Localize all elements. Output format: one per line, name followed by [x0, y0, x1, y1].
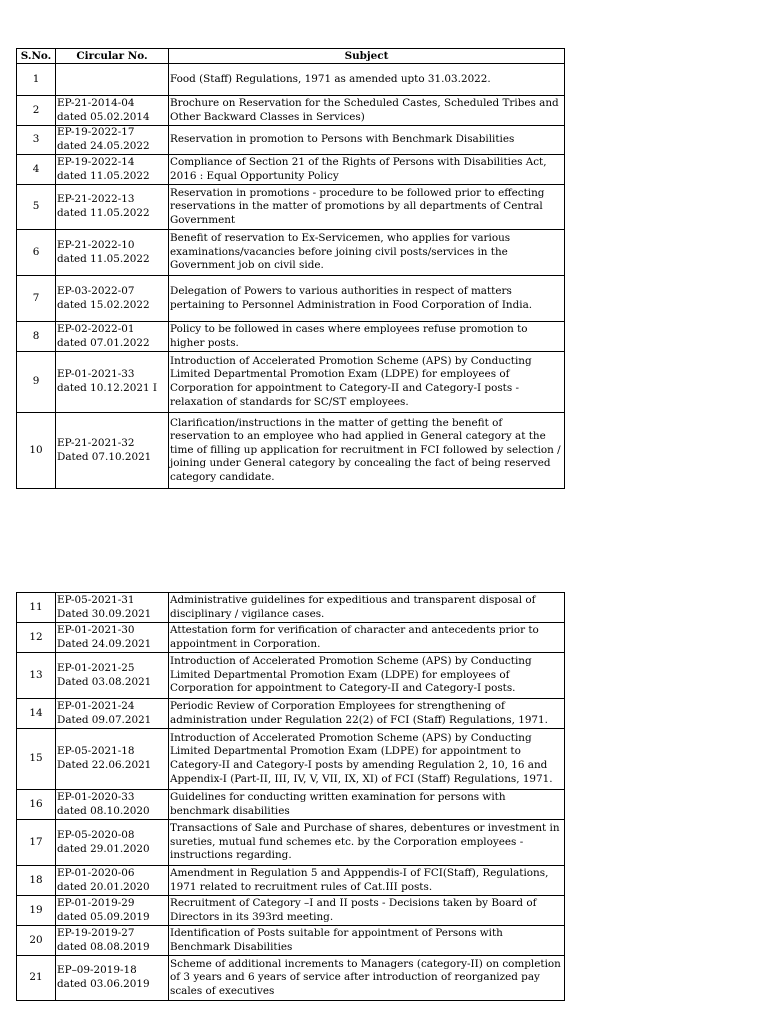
row-circular-no: EP-01-2020-06 dated 20.01.2020 — [56, 866, 169, 896]
table-row — [17, 413, 565, 489]
header-subject: Subject — [169, 49, 565, 64]
row-circular-no: EP-02-2022-01 dated 07.01.2022 — [56, 322, 169, 352]
header-row — [17, 49, 565, 64]
table-row — [17, 185, 565, 230]
row-circular-no — [56, 64, 169, 96]
row-subject: Reservation in promotions - procedure to be followed prior to effecting reservations in the matter of promotions by all departments of Central Government — [169, 185, 565, 230]
row-circular-no: EP-21-2014-04 dated 05.02.2014 — [56, 96, 169, 126]
row-sno: 1 — [17, 64, 56, 96]
row-sno: 20 — [17, 926, 56, 956]
table-row — [17, 593, 565, 623]
row-sno: 19 — [17, 896, 56, 926]
row-subject: Attestation form for verification of character and antecedents prior to appointment in Corporation. — [169, 623, 565, 653]
row-circular-no: EP-19-2022-17 dated 24.05.2022 — [56, 126, 169, 155]
table-row — [17, 729, 565, 790]
row-subject: Amendment in Regulation 5 and Apppendis-I of FCI(Staff), Regulations, 1971 related to recruitment rules of Cat.III posts. — [169, 866, 565, 896]
row-sno: 5 — [17, 185, 56, 230]
row-circular-no: EP-03-2022-07 dated 15.02.2022 — [56, 276, 169, 322]
table-row — [17, 790, 565, 820]
row-sno: 13 — [17, 653, 56, 699]
row-subject: Policy to be followed in cases where employees refuse promotion to higher posts. — [169, 322, 565, 352]
row-sno: 11 — [17, 593, 56, 623]
table-row — [17, 896, 565, 926]
row-subject: Recruitment of Category –I and II posts - Decisions taken by Board of Directors in its 393rd meeting. — [169, 896, 565, 926]
table-row — [17, 699, 565, 729]
row-circular-no: EP-01-2021-33 dated 10.12.2021 I — [56, 352, 169, 413]
row-subject: Guidelines for conducting written examination for persons with benchmark disabilities — [169, 790, 565, 820]
circulars-table-2 — [16, 592, 565, 1001]
table-row — [17, 126, 565, 155]
row-sno: 9 — [17, 352, 56, 413]
row-sno: 17 — [17, 820, 56, 866]
row-circular-no: EP-01-2020-33 dated 08.10.2020 — [56, 790, 169, 820]
row-subject: Brochure on Reservation for the Scheduled Castes, Scheduled Tribes and Other Backward Classes in Services) — [169, 96, 565, 126]
row-circular-no: EP-21-2021-32 Dated 07.10.2021 — [56, 413, 169, 489]
row-circular-no: EP-05-2020-08 dated 29.01.2020 — [56, 820, 169, 866]
row-circular-no: EP-05-2021-18 Dated 22.06.2021 — [56, 729, 169, 790]
row-subject: Administrative guidelines for expeditious and transparent disposal of disciplinary / vigilance cases. — [169, 593, 565, 623]
row-subject: Introduction of Accelerated Promotion Scheme (APS) by Conducting Limited Departmental Promotion Exam (LDPE) for appointment to Category-II and Category-I posts by amending Regulation 2, 10, 16 and Appendix-I (Part-II, III, IV, V, VII, IX, XI) of FCI (Staff) Regulations, 1971. — [169, 729, 565, 790]
row-circular-no: EP-19-2019-27 dated 08.08.2019 — [56, 926, 169, 956]
circulars-table-1 — [16, 48, 565, 489]
row-circular-no: EP–09-2019-18 dated 03.06.2019 — [56, 956, 169, 1001]
row-subject: Food (Staff) Regulations, 1971 as amended upto 31.03.2022. — [169, 64, 565, 96]
row-subject: Introduction of Accelerated Promotion Scheme (APS) by Conducting Limited Departmental Promotion Exam (LDPE) for employees of Corporation for appointment to Category-II and Category-I posts - relaxation of standards for SC/ST employees. — [169, 352, 565, 413]
row-subject: Benefit of reservation to Ex-Servicemen, who applies for various examinations/vacancies before joining civil posts/services in the Government job on civil side. — [169, 230, 565, 276]
row-sno: 15 — [17, 729, 56, 790]
header-sno: S.No. — [17, 49, 56, 64]
table-row — [17, 96, 565, 126]
row-circular-no: EP-01-2019-29 dated 05.09.2019 — [56, 896, 169, 926]
table-row — [17, 653, 565, 699]
row-circular-no: EP-21-2022-10 dated 11.05.2022 — [56, 230, 169, 276]
row-sno: 2 — [17, 96, 56, 126]
row-sno: 6 — [17, 230, 56, 276]
row-sno: 10 — [17, 413, 56, 489]
row-sno: 4 — [17, 155, 56, 185]
row-subject: Introduction of Accelerated Promotion Scheme (APS) by Conducting Limited Departmental Promotion Exam (LDPE) for employees of Corporation for appointment to Category-II and Category-I posts. — [169, 653, 565, 699]
row-circular-no: EP-01-2021-25 Dated 03.08.2021 — [56, 653, 169, 699]
row-subject: Compliance of Section 21 of the Rights of Persons with Disabilities Act, 2016 : Equal Opportunity Policy — [169, 155, 565, 185]
table-row — [17, 623, 565, 653]
row-circular-no: EP-05-2021-31 Dated 30.09.2021 — [56, 593, 169, 623]
row-circular-no: EP-01-2021-30 Dated 24.09.2021 — [56, 623, 169, 653]
row-subject: Identification of Posts suitable for appointment of Persons with Benchmark Disabilities — [169, 926, 565, 956]
table-row — [17, 276, 565, 322]
table-row — [17, 230, 565, 276]
row-subject: Transactions of Sale and Purchase of shares, debentures or investment in sureties, mutual fund schemes etc. by the Corporation employees - instructions regarding. — [169, 820, 565, 866]
table-row — [17, 926, 565, 956]
row-circular-no: EP-21-2022-13 dated 11.05.2022 — [56, 185, 169, 230]
table-row — [17, 155, 565, 185]
header-circular-no: Circular No. — [56, 49, 169, 64]
table-row — [17, 956, 565, 1001]
table-row — [17, 866, 565, 896]
row-sno: 21 — [17, 956, 56, 1001]
row-circular-no: EP-19-2022-14 dated 11.05.2022 — [56, 155, 169, 185]
row-sno: 7 — [17, 276, 56, 322]
row-subject: Periodic Review of Corporation Employees for strengthening of administration under Regulation 22(2) of FCI (Staff) Regulations, 1971. — [169, 699, 565, 729]
table-row — [17, 64, 565, 96]
row-sno: 14 — [17, 699, 56, 729]
row-subject: Reservation in promotion to Persons with Benchmark Disabilities — [169, 126, 565, 155]
table-row — [17, 322, 565, 352]
row-sno: 12 — [17, 623, 56, 653]
row-circular-no: EP-01-2021-24 Dated 09.07.2021 — [56, 699, 169, 729]
row-subject: Scheme of additional increments to Managers (category-II) on completion of 3 years and 6 years of service after introduction of reorganized pay scales of executives — [169, 956, 565, 1001]
row-subject: Clarification/instructions in the matter of getting the benefit of reservation to an employee who had applied in General category at the time of filling up application for recruitment in FCI followed by selection / joining under General category by concealing the fact of being reserved category candidate. — [169, 413, 565, 489]
row-sno: 3 — [17, 126, 56, 155]
row-sno: 8 — [17, 322, 56, 352]
row-sno: 18 — [17, 866, 56, 896]
table-row — [17, 352, 565, 413]
table-row — [17, 820, 565, 866]
row-subject: Delegation of Powers to various authorities in respect of matters pertaining to Personnel Administration in Food Corporation of India. — [169, 276, 565, 322]
row-sno: 16 — [17, 790, 56, 820]
